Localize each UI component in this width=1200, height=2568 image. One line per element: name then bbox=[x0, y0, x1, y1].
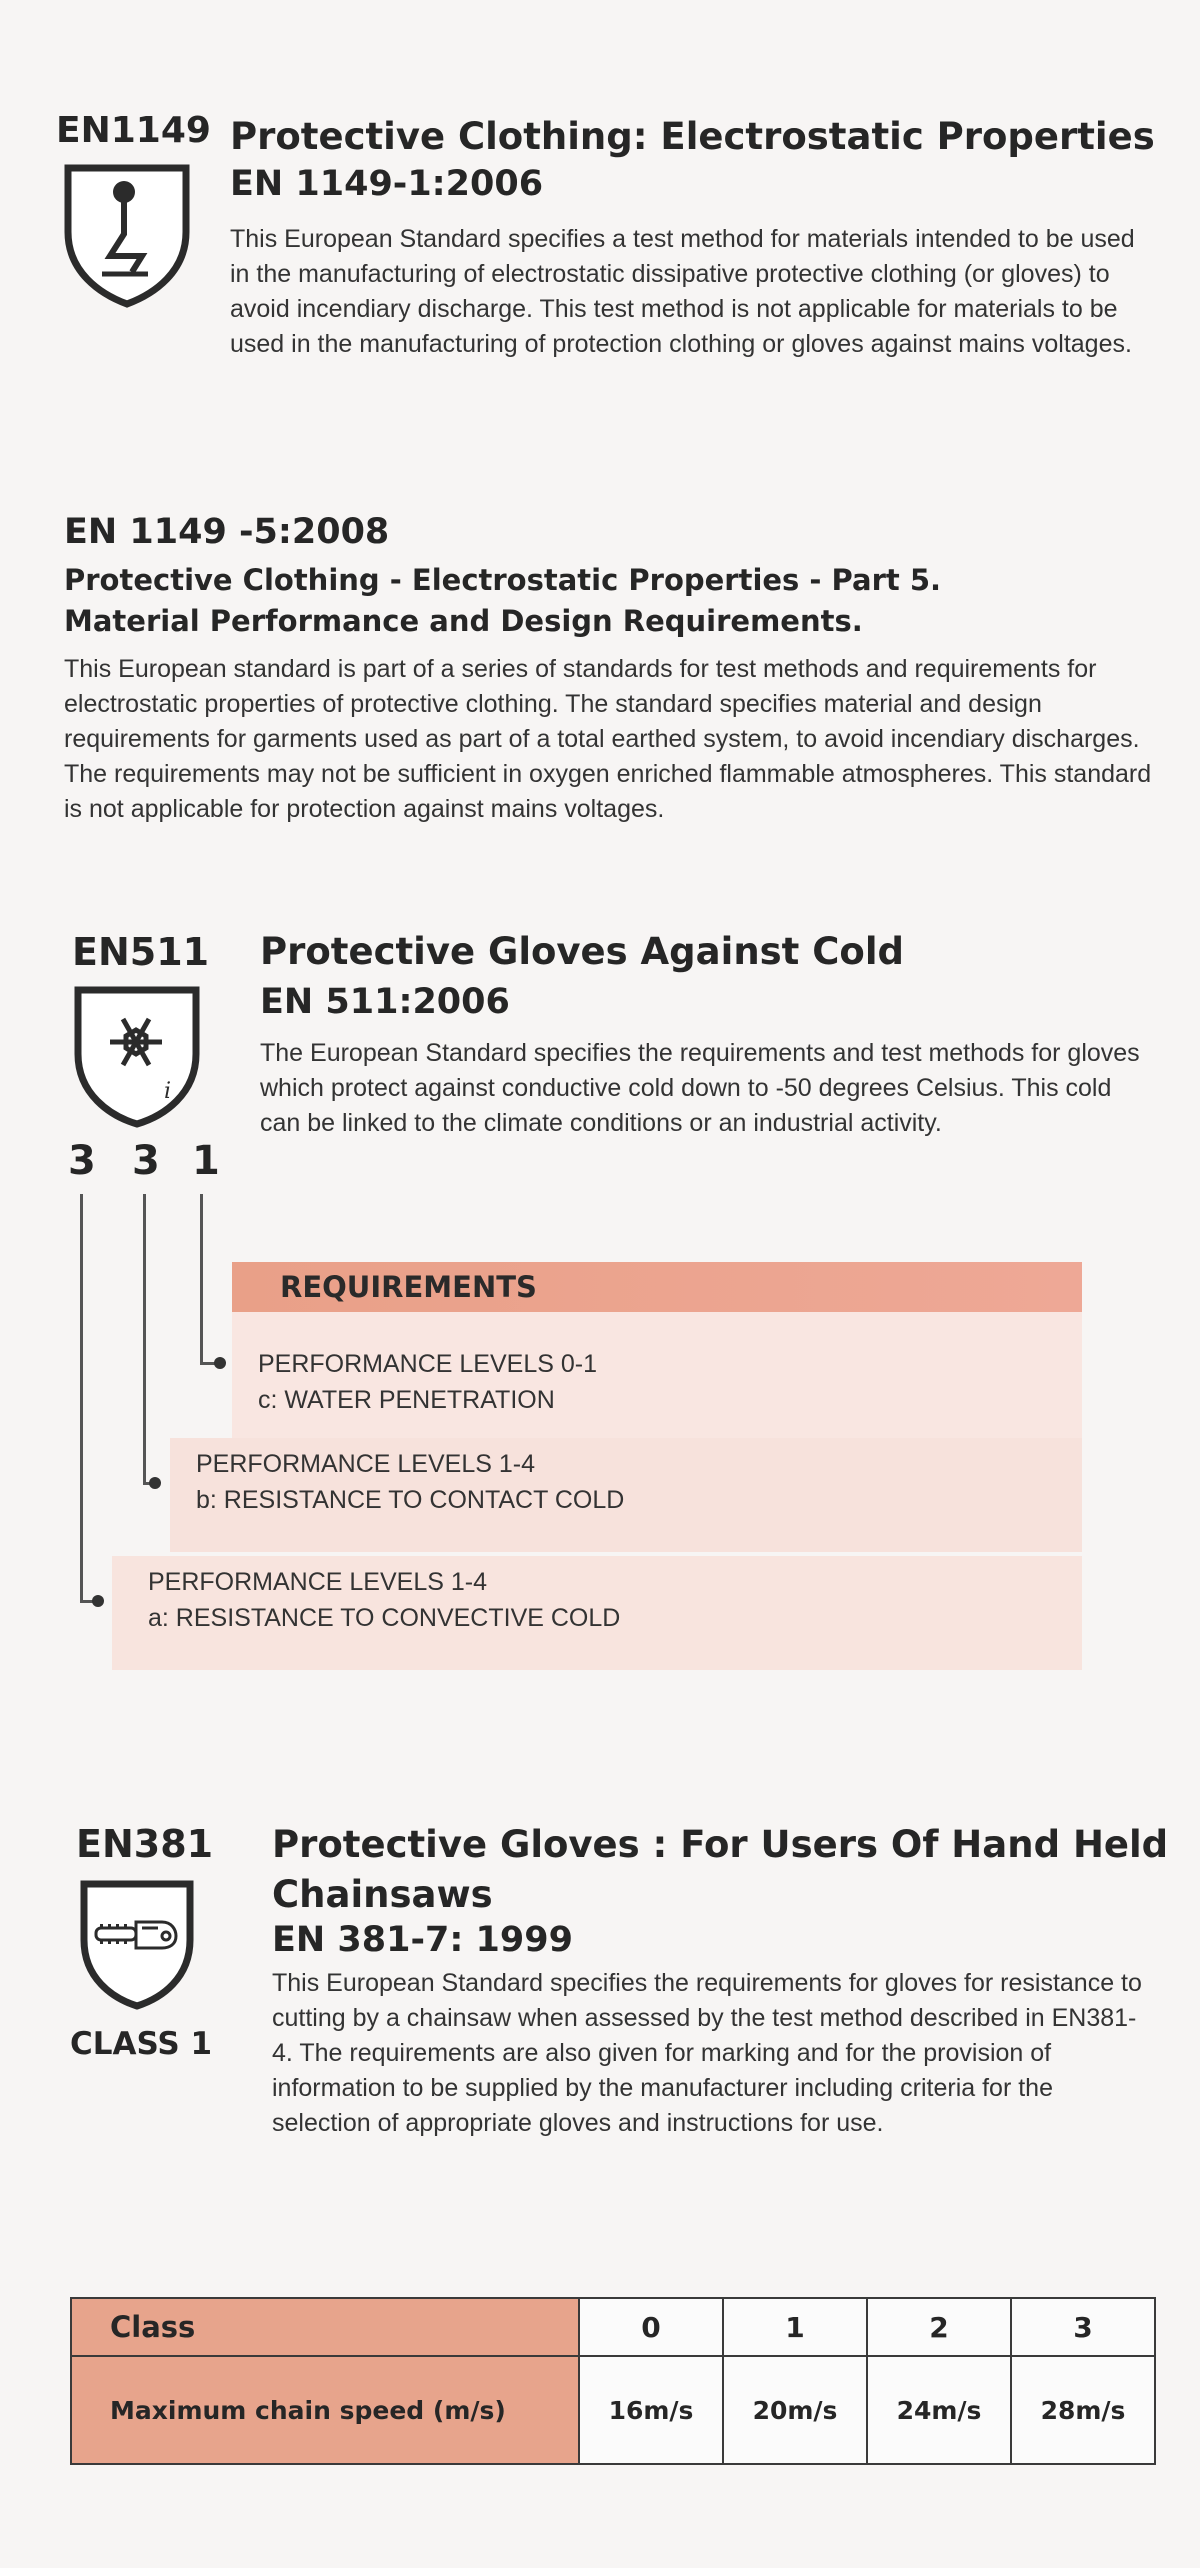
en381-class-label: CLASS 1 bbox=[70, 2026, 213, 2062]
requirement-c-levels: PERFORMANCE LEVELS 0-1 bbox=[258, 1350, 597, 1378]
speed-cell: 24m/s bbox=[867, 2356, 1011, 2464]
requirement-b-levels: PERFORMANCE LEVELS 1-4 bbox=[196, 1450, 535, 1478]
chain-speed-table bbox=[70, 2297, 1156, 2465]
en1149-5-standard: EN 1149 -5:2008 bbox=[64, 512, 390, 552]
class-cell: 1 bbox=[723, 2298, 867, 2356]
class-cell: 0 bbox=[579, 2298, 723, 2356]
electrostatic-shield-icon bbox=[62, 162, 192, 315]
requirement-b-property: b: RESISTANCE TO CONTACT COLD bbox=[196, 1486, 625, 1514]
en1149-5-description: This European standard is part of a series of standards for test methods and requirements for electrostatic properties of protective clothing. The standard specifies material and design requirements for garments used as part of a total earthed system, to avoid incendiary discharges. The requirements may not be sufficient in oxygen enriched flammable atmospheres. This standard is not applicable for protection against mains voltages. bbox=[64, 655, 1152, 823]
class-cell: 3 bbox=[1011, 2298, 1155, 2356]
cold-shield-icon bbox=[72, 984, 202, 1135]
chainsaw-shield-icon bbox=[78, 1878, 196, 2017]
en381-description: This European Standard specifies the requirements for gloves for resistance to cutting by a chainsaw when assessed by the test method described in EN381-4. The requirements are also given for marking and for the provision of information to be supplied by the manufacturer including criteria for the selection of appropriate gloves and instructions for use. bbox=[272, 1969, 1142, 2137]
connector-dot-b bbox=[149, 1477, 161, 1489]
connector-dot-a bbox=[92, 1595, 104, 1607]
table-row bbox=[71, 2298, 1155, 2356]
connector-line-c bbox=[200, 1194, 203, 1364]
en1149-5-title: Protective Clothing - Electrostatic Properties - Part 5. Material Performance and Design Requirements. bbox=[64, 563, 942, 638]
connector-dot-c bbox=[214, 1357, 226, 1369]
requirement-b bbox=[196, 1446, 624, 1518]
connector-line-b bbox=[143, 1194, 146, 1484]
en381-title: Protective Gloves : For Users Of Hand Held Chainsaws bbox=[272, 1823, 1169, 1916]
en511-title: Protective Gloves Against Cold bbox=[260, 930, 904, 973]
en381-code: EN381 bbox=[76, 1822, 214, 1866]
en511-description: The European Standard specifies the requirements and test methods for gloves which protect against conductive cold down to -50 degrees Celsius. This cold can be linked to the climate conditions or an industrial activity. bbox=[260, 1039, 1140, 1137]
connector-line-a bbox=[80, 1194, 83, 1602]
en1149-title: Protective Clothing: Electrostatic Properties bbox=[230, 115, 1155, 158]
svg-text:i: i bbox=[164, 1079, 172, 1104]
speed-cell: 16m/s bbox=[579, 2356, 723, 2464]
requirement-c bbox=[258, 1346, 597, 1418]
requirement-c-property: c: WATER PENETRATION bbox=[258, 1386, 555, 1414]
requirement-a bbox=[148, 1564, 620, 1636]
requirements-heading: REQUIREMENTS bbox=[280, 1270, 537, 1304]
requirement-a-property: a: RESISTANCE TO CONVECTIVE COLD bbox=[148, 1604, 621, 1632]
en1149-code: EN1149 bbox=[56, 110, 211, 151]
en511-standard: EN 511:2006 bbox=[260, 982, 510, 1022]
speed-cell: 28m/s bbox=[1011, 2356, 1155, 2464]
cold-rating-digit-c: 1 bbox=[192, 1138, 220, 1184]
chain-speed-header-cell: Maximum chain speed (m/s) bbox=[71, 2356, 579, 2464]
class-cell: 2 bbox=[867, 2298, 1011, 2356]
cold-rating-digit-b: 3 bbox=[132, 1138, 160, 1184]
cold-rating-digit-a: 3 bbox=[68, 1138, 96, 1184]
class-header-cell: Class bbox=[71, 2298, 579, 2356]
speed-cell: 20m/s bbox=[723, 2356, 867, 2464]
table-row bbox=[71, 2356, 1155, 2464]
en1149-description: This European Standard specifies a test method for materials intended to be used in the manufacturing of electrostatic dissipative protective clothing (or gloves) to avoid incendiary discharge. This test method is not applicable for materials to be used in the manufacturing of protection clothing or gloves against mains voltages. bbox=[230, 225, 1135, 358]
en1149-standard: EN 1149-1:2006 bbox=[230, 164, 544, 204]
en511-code: EN511 bbox=[72, 930, 210, 974]
requirement-a-levels: PERFORMANCE LEVELS 1-4 bbox=[148, 1568, 487, 1596]
en381-standard: EN 381-7: 1999 bbox=[272, 1920, 573, 1960]
